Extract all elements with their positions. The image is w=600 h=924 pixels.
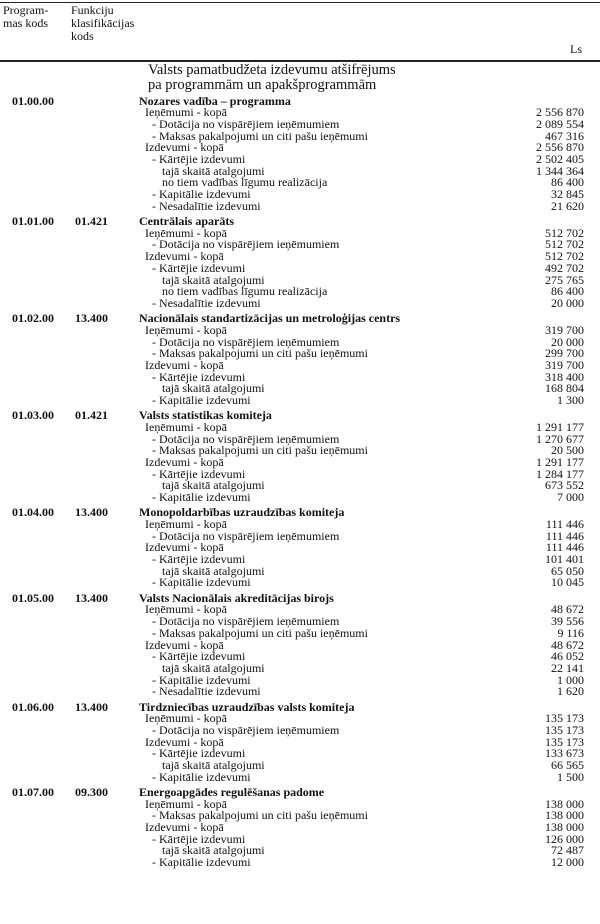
- row-label: - Dotācija no vispārējiem ieņēmumiem: [152, 431, 340, 446]
- table-row: [0, 239, 600, 251]
- row-value: 299 700: [545, 346, 584, 361]
- row-value: 86 400: [551, 175, 584, 190]
- row-label: tajā skaitā atalgojumi: [162, 563, 265, 578]
- program-name: Energoapgādes regulēšanas padome: [139, 784, 325, 799]
- row-value: 1 344 364: [536, 163, 584, 178]
- function-code: 01.421: [75, 214, 108, 229]
- row-label: - Dotācija no vispārējiem ieņēmumiem: [152, 237, 340, 252]
- row-label: - Dotācija no vispārējiem ieņēmumiem: [152, 614, 340, 629]
- table-row: [0, 492, 600, 504]
- row-label: tajā skaitā atalgojumi: [162, 660, 265, 675]
- function-code: 13.400: [75, 311, 108, 326]
- row-label: tajā skaitā atalgojumi: [162, 163, 265, 178]
- row-value: 138 000: [545, 820, 584, 834]
- row-label: - Kārtējie izdevumi: [152, 466, 246, 481]
- table-header: [0, 0, 600, 62]
- row-label: - Dotācija no vispārējiem ieņēmumiem: [152, 722, 340, 737]
- table-row: [0, 734, 600, 749]
- row-value: 1 270 677: [536, 431, 584, 446]
- row-value: 1 000: [557, 672, 584, 687]
- row-label: Izdevumi - kopā: [145, 140, 224, 155]
- row-value: 512 702: [545, 237, 584, 252]
- section-row: [0, 507, 600, 519]
- row-value: 138 000: [545, 808, 584, 823]
- row-value: 32 845: [551, 187, 584, 202]
- row-label: Izdevumi - kopā: [145, 637, 224, 652]
- program-code: 01.00.00: [12, 93, 54, 108]
- row-value: 20 500: [551, 443, 584, 458]
- row-value: 673 552: [545, 478, 584, 493]
- row-value: 275 765: [545, 272, 584, 287]
- section-row: [0, 410, 600, 422]
- table-row: [0, 831, 600, 846]
- program-code: 01.03.00: [12, 408, 54, 423]
- table-row: [0, 637, 600, 652]
- row-value: 512 702: [545, 249, 584, 264]
- row-value: 318 400: [545, 369, 584, 384]
- table-row: [0, 845, 600, 857]
- row-label: - Kapitālie izdevumi: [152, 392, 251, 407]
- row-value: 111 446: [545, 528, 584, 543]
- row-value: 101 401: [545, 552, 584, 567]
- table-row: [0, 625, 600, 640]
- row-label: - Maksas pakalpojumi un citi pašu ieņēmumi: [152, 443, 368, 458]
- program-code: 01.04.00: [12, 505, 54, 520]
- row-value: 1 500: [557, 769, 584, 784]
- program-code: 01.01.00: [12, 214, 54, 229]
- row-value: 1 284 177: [536, 466, 584, 481]
- row-value: 135 173: [545, 711, 584, 726]
- table-row: [0, 154, 600, 166]
- row-label: - Kārtējie izdevumi: [152, 649, 246, 664]
- row-value: 512 702: [545, 225, 584, 240]
- row-value: 319 700: [545, 357, 584, 372]
- section-row: [0, 699, 600, 714]
- row-value: 2 089 554: [536, 116, 584, 131]
- program-name: Centrālais aparāts: [139, 214, 234, 229]
- table-row: [0, 651, 600, 663]
- row-label: - Dotācija no vispārējiem ieņēmumiem: [152, 334, 340, 349]
- column-header-function-code: Funkciju klasifikācijas kods: [71, 3, 135, 43]
- table-row: [0, 748, 600, 760]
- row-value: 133 673: [545, 746, 584, 761]
- row-value: 168 804: [545, 381, 584, 396]
- row-value: 2 556 870: [536, 140, 584, 155]
- row-value: 319 700: [545, 322, 584, 337]
- row-label: tajā skaitā atalgojumi: [162, 381, 265, 396]
- row-value: 66 565: [551, 757, 584, 772]
- row-value: 492 702: [545, 260, 584, 275]
- row-label: Ieņēmumi - kopā: [145, 322, 227, 337]
- row-label: tajā skaitā atalgojumi: [162, 843, 265, 858]
- row-label: - Maksas pakalpojumi un citi pašu ieņēmumi: [152, 346, 368, 361]
- function-code: 01.421: [75, 408, 108, 423]
- row-value: 20 000: [551, 295, 584, 310]
- row-value: 39 556: [551, 614, 584, 629]
- table-row: [0, 554, 600, 566]
- row-label: - Kārtējie izdevumi: [152, 260, 246, 275]
- section-row: [0, 93, 600, 108]
- section-row: [0, 590, 600, 605]
- budget-table-body: [0, 92, 600, 869]
- table-row: [0, 445, 600, 457]
- function-code: 13.400: [75, 699, 108, 714]
- row-value: 21 620: [551, 198, 584, 213]
- row-value: 46 052: [551, 649, 584, 664]
- table-row: [0, 142, 600, 154]
- row-label: - Kārtējie izdevumi: [152, 152, 246, 167]
- table-row: [0, 457, 600, 469]
- table-row: [0, 369, 600, 384]
- row-label: Ieņēmumi - kopā: [145, 225, 227, 240]
- row-value: 1 300: [557, 392, 584, 407]
- row-label: Izdevumi - kopā: [145, 249, 224, 264]
- program-code: 01.05.00: [12, 590, 54, 605]
- program-name: Valsts statistikas komiteja: [139, 408, 272, 423]
- table-row: [0, 480, 600, 492]
- row-label: - Maksas pakalpojumi un citi pašu ieņēmumi: [152, 128, 368, 143]
- row-label: - Maksas pakalpojumi un citi pašu ieņēmumi: [152, 808, 368, 823]
- row-label: Ieņēmumi - kopā: [145, 105, 227, 120]
- table-row: [0, 542, 600, 554]
- row-value: 111 446: [545, 540, 584, 555]
- row-label: Ieņēmumi - kopā: [145, 419, 227, 434]
- row-value: 65 050: [551, 563, 584, 578]
- table-row: [0, 189, 600, 201]
- row-value: 467 316: [545, 128, 584, 143]
- program-name: Valsts Nacionālais akreditācijas birojs: [139, 590, 334, 605]
- row-label: tajā skaitā atalgojumi: [162, 757, 265, 772]
- program-name: Tirdzniecības uzraudzības valsts komiteja: [139, 699, 355, 714]
- row-label: Ieņēmumi - kopā: [145, 517, 227, 532]
- table-row: [0, 857, 600, 869]
- section-row: [0, 313, 600, 325]
- row-label: - Kārtējie izdevumi: [152, 831, 246, 846]
- section-row: [0, 784, 600, 799]
- row-label: tajā skaitā atalgojumi: [162, 272, 265, 287]
- row-value: 10 045: [551, 575, 584, 590]
- table-row: [0, 357, 600, 372]
- row-value: 135 173: [545, 722, 584, 737]
- table-row: [0, 769, 600, 784]
- row-value: 111 446: [545, 517, 584, 532]
- document-title: [148, 63, 396, 93]
- table-row: [0, 563, 600, 578]
- table-row: [0, 810, 600, 822]
- row-value: 1 291 177: [536, 455, 584, 469]
- row-label: Izdevumi - kopā: [145, 357, 224, 372]
- row-value: 20 000: [551, 334, 584, 349]
- table-row: [0, 466, 600, 481]
- table-row: [0, 672, 600, 687]
- row-label: - Kapitālie izdevumi: [152, 769, 251, 784]
- table-row: [0, 722, 600, 737]
- row-label: Izdevumi - kopā: [145, 820, 224, 834]
- row-label: - Nesadalītie izdevumi: [152, 295, 261, 310]
- table-row: [0, 528, 600, 543]
- row-label: Ieņēmumi - kopā: [145, 796, 227, 811]
- row-value: 126 000: [545, 831, 584, 846]
- table-row: [0, 660, 600, 675]
- row-value: 12 000: [551, 855, 584, 870]
- row-value: 1 620: [557, 684, 584, 699]
- function-code: 13.400: [75, 590, 108, 605]
- row-label: - Kapitālie izdevumi: [152, 672, 251, 687]
- row-label: - Kārtējie izdevumi: [152, 552, 246, 567]
- table-row: [0, 177, 600, 189]
- table-row: [0, 822, 600, 834]
- program-name: Nacionālais standartizācijas un metroloģijas centrs: [139, 311, 401, 326]
- title-line-1: Valsts pamatbudžeta izdevumu atšifrējums: [148, 62, 396, 78]
- row-label: - Dotācija no vispārējiem ieņēmumiem: [152, 528, 340, 543]
- table-row: [0, 348, 600, 360]
- row-value: 1 291 177: [536, 419, 584, 434]
- table-row: [0, 383, 600, 395]
- row-label: - Nesadalītie izdevumi: [152, 684, 261, 699]
- row-label: - Kapitālie izdevumi: [152, 855, 251, 870]
- row-value: 138 000: [545, 796, 584, 811]
- table-row: [0, 251, 600, 263]
- row-value: 7 000: [557, 490, 584, 505]
- row-value: 86 400: [551, 284, 584, 299]
- table-row: [0, 198, 600, 213]
- row-label: - Kapitālie izdevumi: [152, 490, 251, 505]
- row-value: 72 487: [551, 843, 584, 858]
- section-row: [0, 216, 600, 228]
- row-label: - Dotācija no vispārējiem ieņēmumiem: [152, 116, 340, 131]
- program-code: 01.02.00: [12, 311, 54, 326]
- row-label: - Maksas pakalpojumi un citi pašu ieņēmumi: [152, 625, 368, 640]
- row-label: - Kārtējie izdevumi: [152, 369, 246, 384]
- row-value: 2 502 405: [536, 152, 584, 167]
- table-row: [0, 260, 600, 275]
- row-label: - Kapitālie izdevumi: [152, 575, 251, 590]
- table-row: [0, 295, 600, 310]
- row-value: 2 556 870: [536, 105, 584, 120]
- table-row: [0, 686, 600, 698]
- program-name: Monopoldarbības uzraudzības komiteja: [139, 505, 345, 520]
- row-label: Ieņēmumi - kopā: [145, 602, 227, 617]
- column-header-currency: Ls: [570, 42, 582, 56]
- row-value: 135 173: [545, 734, 584, 749]
- row-label: no tiem vadības līgumu realizācija: [162, 284, 328, 299]
- row-label: Izdevumi - kopā: [145, 734, 224, 749]
- function-code: 09.300: [75, 784, 108, 799]
- program-code: 01.06.00: [12, 699, 54, 714]
- table-row: [0, 577, 600, 589]
- function-code: 13.400: [75, 505, 108, 520]
- row-label: no tiem vadības līgumu realizācija: [162, 175, 328, 190]
- table-row: [0, 757, 600, 772]
- row-label: - Nesadalītie izdevumi: [152, 198, 261, 213]
- row-value: 48 672: [551, 602, 584, 617]
- column-header-program-code: Program- mas kods: [3, 3, 49, 30]
- row-label: - Kārtējie izdevumi: [152, 746, 246, 761]
- program-code: 01.07.00: [12, 784, 54, 799]
- table-row: [0, 128, 600, 143]
- row-label: tajā skaitā atalgojumi: [162, 478, 265, 493]
- row-value: 48 672: [551, 637, 584, 652]
- row-label: - Kapitālie izdevumi: [152, 187, 251, 202]
- title-line-2: pa programmām un apakšprogrammām: [148, 77, 377, 93]
- row-value: 9 116: [557, 625, 584, 640]
- row-value: 22 141: [551, 660, 584, 675]
- row-label: Ieņēmumi - kopā: [145, 711, 227, 726]
- program-name: Nozares vadība – programma: [139, 93, 291, 108]
- table-row: [0, 286, 600, 298]
- row-label: Izdevumi - kopā: [145, 455, 224, 469]
- table-row: [0, 392, 600, 407]
- row-label: Izdevumi - kopā: [145, 540, 224, 555]
